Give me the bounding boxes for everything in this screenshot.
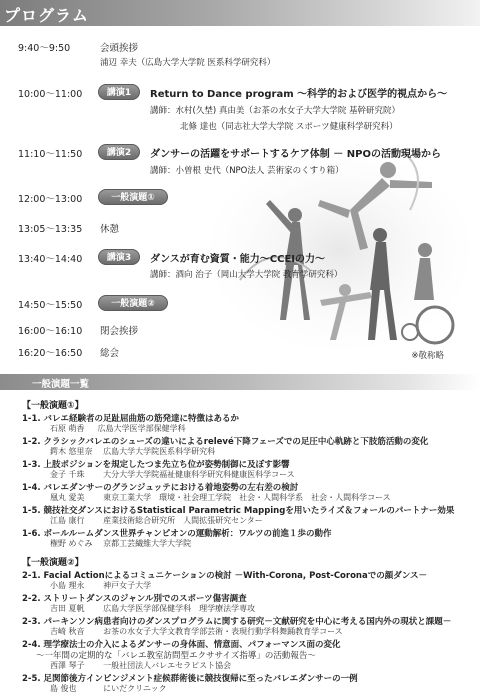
- slot-speaker: 浦辺 幸夫（広島大学大学院 医系科学研究科）: [100, 58, 276, 68]
- slot-label: 休憩: [100, 224, 120, 235]
- presentation-subtitle: ～一年間の定期的な「バレエ教室訪問型エクササイズ指導」の活動報告～: [36, 651, 316, 661]
- lecture-speaker: 講師：水村(久埜) 真由美（お茶の水女子大学大学院 基幹研究院）: [150, 106, 401, 116]
- presentation-title: 2-3. パーキンソン病患者向けのダンスプログラムに関する研究－文献研究を中心に考える国内外の現状と課題－: [22, 617, 452, 627]
- presentation-author: 凰丸 愛美 東京工業大学 環境・社会理工学院 社会・人間科学系 社会・人間科学コース: [50, 493, 391, 502]
- lecture-pill: 講演3: [98, 249, 140, 265]
- lecture-pill: 講演2: [98, 144, 140, 160]
- time-slot: 16:20～16:50: [18, 348, 83, 359]
- slot-label: 閉会挨拶: [100, 326, 139, 337]
- session-pill: 一般演題②: [98, 295, 168, 311]
- group-title: 【一般演題②】: [22, 558, 84, 568]
- presentation-title: 2-1. Facial Actionによるコミュニケーションの検討 －With-Corona, Post-Coronaでの顔ダンス－: [22, 571, 428, 581]
- presentation-title: 1-1. バレエ経験者の足趾屈曲筋の筋発達に特徴はあるか: [22, 414, 240, 424]
- lecture-pill: 講演1: [98, 84, 140, 100]
- presentation-author: 鍔木 悠里奈 広島大学大学院医系科学研究科: [50, 447, 216, 456]
- time-slot: 13:05～13:35: [18, 224, 83, 235]
- time-slot: 9:40～9:50: [18, 43, 71, 54]
- presentation-author: 島 俊也 にいだクリニック: [50, 684, 167, 693]
- group-title: 【一般演題①】: [22, 401, 84, 411]
- presentation-title: 1-6. ボールルームダンス世界チャンピオンの運動解析：ワルツの前進１歩の動作: [22, 529, 332, 539]
- presentation-title: 1-5. 競技社交ダンスにおけるStatistical Parametric Mappingを用いたライズ＆フォールのパートナー効果: [22, 506, 455, 516]
- presentation-title: 1-2. クラシックバレエのシューズの違いによるrelevé下降フェーズでの足圧中心軌跡と下肢筋活動の変化: [22, 437, 429, 447]
- lecture-speaker: 講師：小曽根 史代（NPO法人 芸術家のくすり箱）: [150, 166, 344, 176]
- lecture-title: ダンスが育む資質・能力～CCEIの力～: [150, 254, 326, 265]
- time-slot: 11:10～11:50: [18, 149, 83, 160]
- presentation-author: 権野 めぐみ 京都工芸繊維大学大学院: [50, 539, 192, 548]
- presentation-author: 金子 千珠 大分大学大学院福祉健康科学研究科健康医科学コース: [50, 470, 295, 479]
- time-slot: 14:50～15:50: [18, 300, 83, 311]
- presentation-title: 2-2. ストリートダンスのジャンル別でのスポーツ傷害調査: [22, 594, 247, 604]
- presentation-title: 1-4. バレエダンサーのグランジュッテにおける着地姿勢の左右差の検討: [22, 483, 299, 493]
- section-title: 一般演題一覧: [32, 379, 90, 390]
- presentation-title: 1-3. 上肢ポジションを規定したつま先立ち位が姿勢制御に及ぼす影響: [22, 460, 290, 470]
- presentation-author: 吉崎 秋音 お茶の水女子大学文教育学部芸術・表現行動学科舞踊教育学コース: [50, 627, 343, 636]
- time-slot: 16:00～16:10: [18, 326, 83, 337]
- slot-label: 総会: [100, 348, 120, 359]
- lecture-title: ダンサーの活躍をサポートするケア体制 － NPOの活動現場から: [150, 149, 441, 160]
- presentation-author: 吉田 夏帆 広島大学医学部保健学科 理学療法学専攻: [50, 604, 256, 613]
- slot-label: 会頭挨拶: [100, 43, 139, 54]
- presentation-author: 小島 理永 神戸女子大学: [50, 581, 152, 590]
- page-title: プログラム: [4, 6, 89, 25]
- honorific-note: ※敬称略: [411, 351, 444, 361]
- presentation-title: 2-5. 足関節後方インピンジメント症候群術後に競技復帰に至ったバレエダンサーの一例: [22, 674, 358, 684]
- lecture-speaker: 講師：酒向 治子（岡山大学大学院 教育学研究科）: [150, 270, 343, 280]
- presentation-author: 江島 康行 産業技術総合研究所 人間拡張研究センター: [50, 516, 263, 525]
- presentation-title: 2-4. 理学療法士の介入によるダンサーの身体面、情意面、パフォーマンス面の変化: [22, 640, 341, 650]
- presentation-author: 西澤 琴子 一般社団法人バレエセラピスト協会: [50, 661, 232, 670]
- lecture-speaker: 北條 達也（同志社大学大学院 スポーツ健康科学研究科）: [180, 122, 398, 132]
- presentation-author: 石原 萌香 広島大学医学部保健学科: [50, 424, 186, 433]
- time-slot: 10:00～11:00: [18, 89, 83, 100]
- time-slot: 12:00～13:00: [18, 194, 83, 205]
- lecture-title: Return to Dance program ～科学的および医学的視点から～: [150, 89, 448, 100]
- session-pill: 一般演題①: [98, 189, 168, 205]
- time-slot: 13:40～14:40: [18, 254, 83, 265]
